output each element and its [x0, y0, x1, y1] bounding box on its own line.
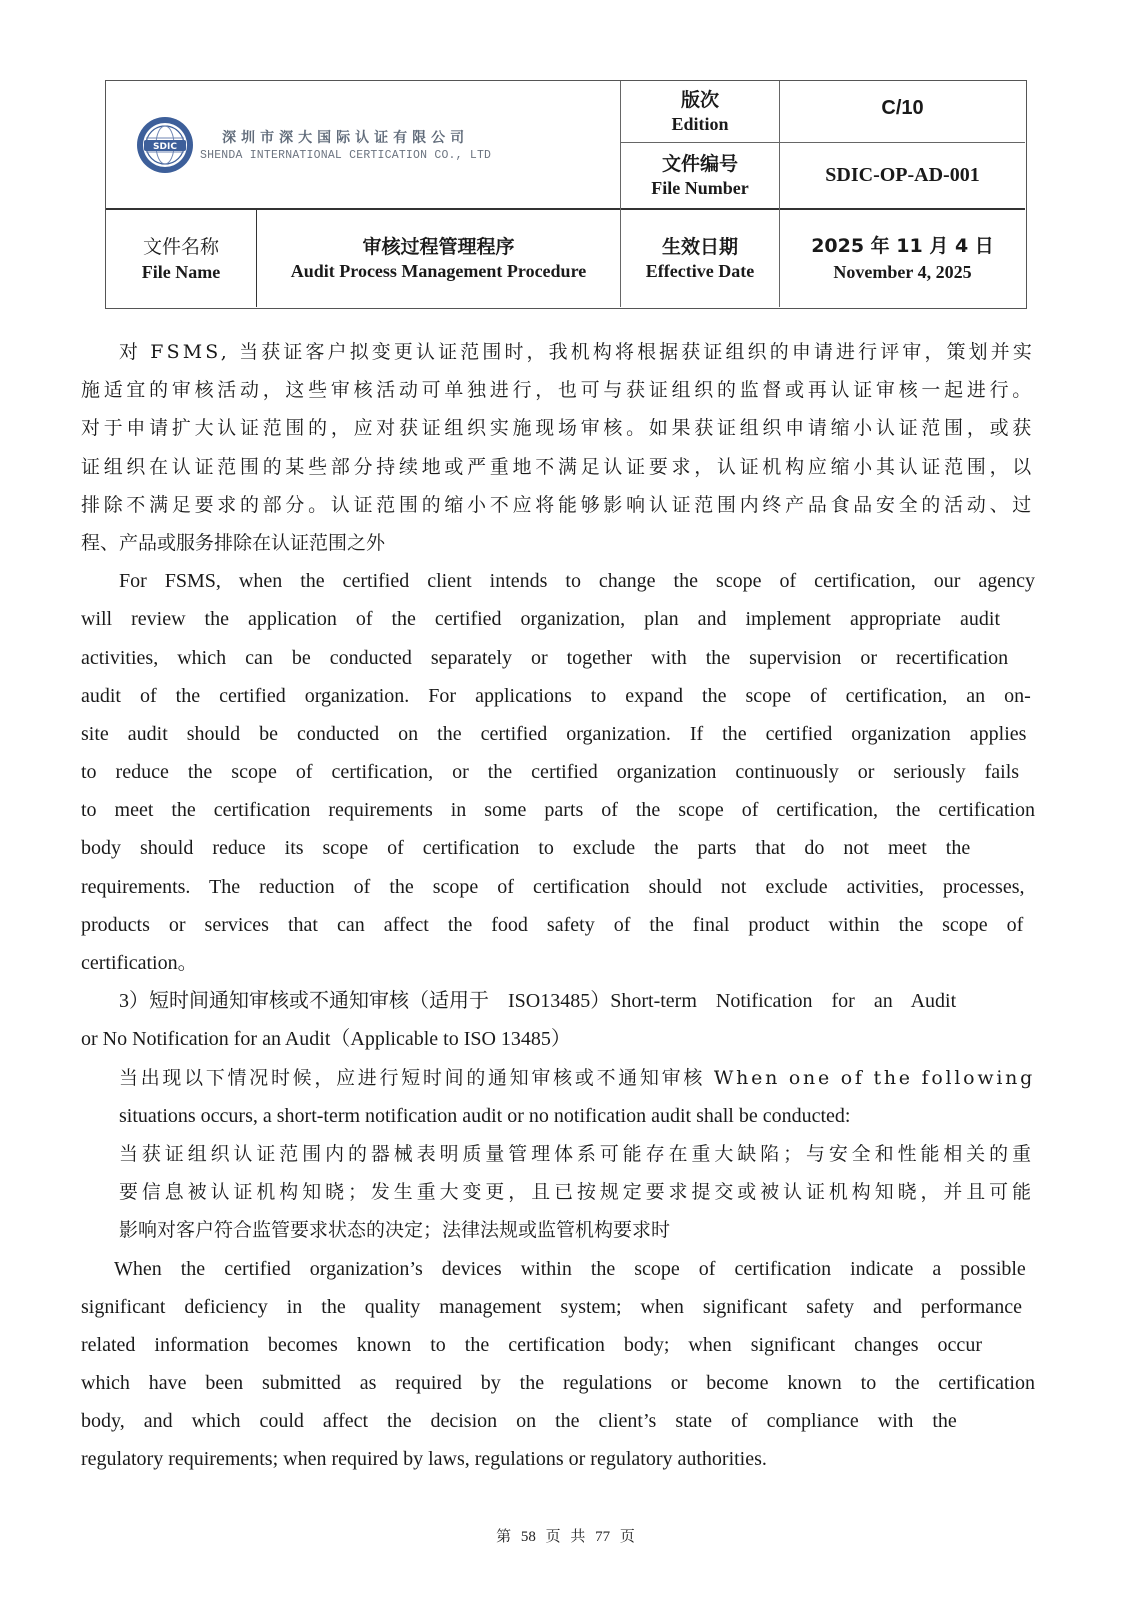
effective-date-value-en: November 4, 2025	[833, 261, 972, 282]
body-line-text: 当出现以下情况时候，应进行短时间的通知审核或不通知审核 When one of the following	[119, 1066, 1035, 1089]
body-line	[81, 600, 1035, 638]
body-line	[81, 677, 1035, 715]
effective-date-label-cn: 生效日期	[661, 235, 738, 258]
logo-text: SDIC	[153, 141, 177, 152]
body-line-text: products or services that can affect the food safety of the final product within the scope of	[81, 913, 1024, 936]
body-line-text: 程、产品或服务排除在认证范围之外	[81, 531, 386, 554]
file-name-label-cn: 文件名称	[142, 235, 219, 258]
document-body	[81, 333, 1051, 1479]
file-number-label-en: File Number	[651, 177, 749, 198]
body-line-text: body, and which could affect the decision on the client’s state of compliance with the	[81, 1410, 957, 1433]
body-line	[81, 1020, 1035, 1058]
body-line-text: related information becomes known to the certification body; when significant changes occur	[81, 1333, 982, 1356]
body-line	[81, 906, 1035, 944]
body-line-text: site audit should be conducted on the certified organization. If the certified organization applies	[81, 722, 1027, 745]
body-line	[81, 524, 1035, 562]
body-line-text: 施适宜的审核活动，这些审核活动可单独进行，也可与获证组织的监督或再认证审核一起进行。	[81, 379, 1035, 402]
company-name-cn: 深圳市深大国际认证有限公司	[222, 130, 470, 146]
effective-date-value	[780, 210, 1025, 307]
edition-value-text: C/10	[881, 97, 924, 119]
body-line	[81, 639, 1035, 677]
body-line-text: When the certified organization’s devices within the scope of certification indicate a possible	[114, 1257, 1026, 1280]
body-line	[81, 486, 1035, 524]
body-line	[81, 944, 1035, 982]
body-line	[81, 1097, 1035, 1135]
body-line	[81, 1135, 1035, 1173]
body-line-text: 证组织在认证范围的某些部分持续地或严重地不满足认证要求，认证机构应缩小其认证范围，以	[81, 455, 1035, 478]
body-line	[81, 562, 1035, 600]
body-line-text: body should reduce its scope of certification to exclude the parts that do not meet the	[81, 837, 971, 860]
body-line-text: or No Notification for an Audit（Applicable to ISO 13485）	[81, 1028, 571, 1051]
body-line-text: requirements. The reduction of the scope of certification should not exclude activities, processes,	[81, 875, 1025, 898]
body-line-text: 排除不满足要求的部分。认证范围的缩小不应将能够影响认证范围内终产品食品安全的活动、过	[81, 493, 1035, 516]
body-line	[81, 371, 1035, 409]
body-line	[81, 1364, 1035, 1402]
body-line-text: For FSMS, when the certified client intends to change the scope of certification, our agency	[119, 570, 1035, 593]
body-line-text: activities, which can be conducted separately or together with the supervision or recertification	[81, 646, 1009, 669]
edition-label-cn: 版次	[680, 88, 719, 111]
file-name-value	[257, 210, 620, 307]
body-line-text: significant deficiency in the quality management system; when significant safety and performance	[81, 1295, 1022, 1318]
file-name-label-en: File Name	[141, 261, 221, 282]
body-line	[81, 753, 1035, 791]
edition-label-en: Edition	[671, 113, 729, 134]
body-line	[81, 1288, 1035, 1326]
body-line-text: situations occurs, a short-term notification audit or no notification audit shall be conducted:	[119, 1104, 851, 1127]
body-line	[81, 1059, 1035, 1097]
body-line-text: certification。	[81, 952, 198, 974]
body-line	[81, 982, 1035, 1020]
file-number-label-cn: 文件编号	[661, 152, 738, 175]
header-table	[105, 80, 1027, 309]
effective-date-label-en: Effective Date	[645, 260, 755, 281]
body-line	[81, 333, 1035, 371]
effective-date-label	[621, 210, 779, 307]
edition-value	[780, 81, 1025, 142]
body-line-text: 要信息被认证机构知晓；发生重大变更，且已按规定要求提交或被认证机构知晓，并且可能	[119, 1181, 1035, 1204]
file-number-value-text: SDIC-OP-AD-001	[825, 164, 980, 186]
file-name-value-cn: 审核过程管理程序	[362, 235, 515, 258]
body-line-text: regulatory requirements; when required by laws, regulations or regulatory authorities.	[81, 1448, 767, 1471]
body-line	[81, 1173, 1035, 1211]
body-line	[81, 1250, 1035, 1288]
body-line-text: to meet the certification requirements in some parts of the scope of certification, the certification	[81, 799, 1035, 822]
body-line	[81, 1402, 1035, 1440]
page-number: 第 58 页 共 77 页	[496, 1529, 635, 1545]
effective-date-value-cn: 2025 年 11 月 4 日	[811, 234, 994, 257]
body-line	[81, 829, 1035, 867]
body-line	[81, 791, 1035, 829]
body-line	[81, 409, 1035, 447]
edition-label	[621, 81, 779, 142]
company-name-en: SHENDA INTERNATIONAL CERTICATION CO., LTD	[200, 149, 492, 162]
body-line-text: to reduce the scope of certification, or the certified organization continuously or seriously fails	[81, 761, 1020, 784]
body-line	[81, 1440, 1035, 1478]
file-number-value	[780, 143, 1025, 208]
body-line	[81, 715, 1035, 753]
body-line-text: 影响对客户符合监管要求状态的决定；法律法规或监管机构要求时	[119, 1219, 671, 1242]
body-line-text: will review the application of the certified organization, plan and implement appropriate audit	[81, 608, 1001, 631]
body-line-text: 3）短时间通知审核或不通知审核（适用于 ISO13485）Short-term Notification for an Audit	[119, 990, 957, 1013]
company-logo-icon	[136, 116, 194, 174]
file-number-label	[621, 143, 779, 208]
body-line-text: 当获证组织认证范围内的器械表明质量管理体系可能存在重大缺陷；与安全和性能相关的重	[119, 1142, 1035, 1165]
body-line-text: 对 FSMS, 当获证客户拟变更认证范围时，我机构将根据获证组织的申请进行评审，策划并实	[119, 341, 1035, 363]
file-name-value-en: Audit Process Management Procedure	[290, 260, 587, 281]
company-logo-block	[106, 81, 620, 208]
body-line	[81, 1211, 1035, 1249]
body-line	[81, 448, 1035, 486]
body-line	[81, 1326, 1035, 1364]
body-line-text: which have been submitted as required by the regulations or become known to the certification	[81, 1372, 1035, 1395]
body-line-text: 对于申请扩大认证范围的，应对获证组织实施现场审核。如果获证组织申请缩小认证范围，或获	[81, 417, 1035, 440]
body-line-text: audit of the certified organization. For applications to expand the scope of certification, an on-	[81, 684, 1031, 707]
body-line	[81, 868, 1035, 906]
file-name-label	[106, 210, 256, 307]
